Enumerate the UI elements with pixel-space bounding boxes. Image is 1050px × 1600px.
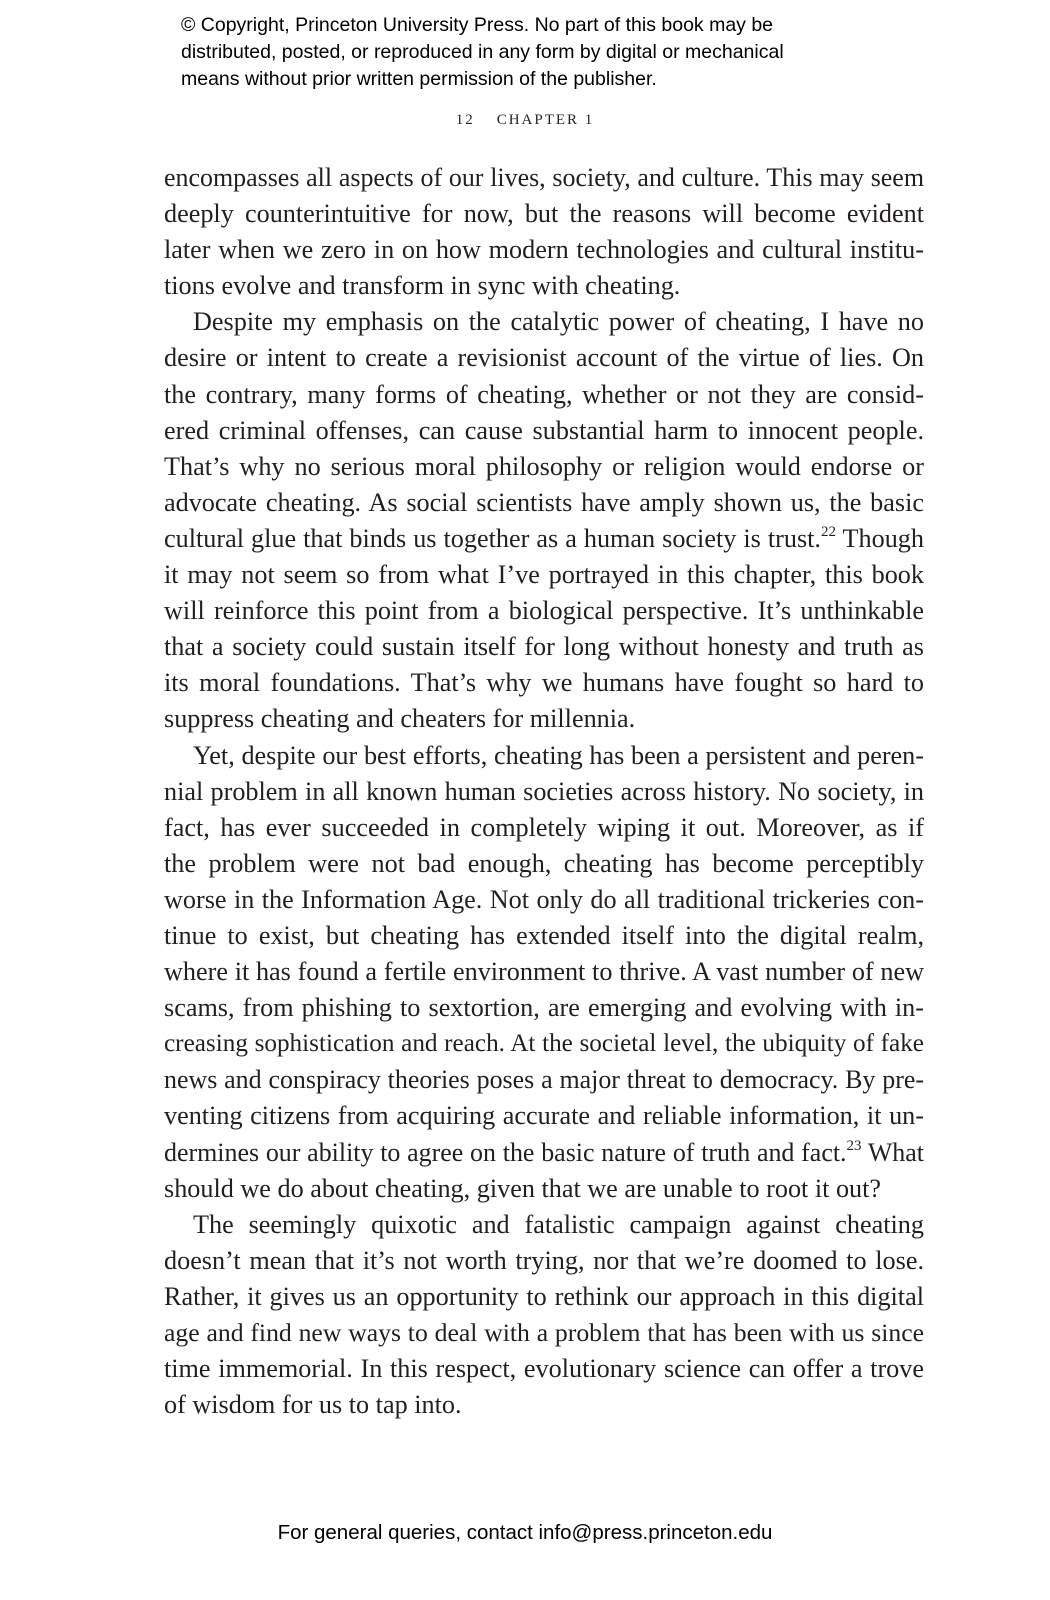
- paragraph: [164, 738, 924, 1207]
- running-head: [0, 112, 1050, 129]
- text-segment: What: [861, 1137, 924, 1167]
- text-segment: dermines our ability to agree on the basic nature of truth and fact.: [164, 1137, 847, 1167]
- copyright-line: distributed, posted, or reproduced in any form by digital or mechanical: [181, 41, 784, 63]
- text-line: That’s why no serious moral philosophy or religion would endorse or: [164, 451, 924, 481]
- copyright-line: means without prior written permission of the publisher.: [181, 68, 657, 90]
- text-line: fact, has ever succeeded in completely wiping it out. Moreover, as if: [164, 812, 924, 842]
- text-line: of wisdom for us to tap into.: [164, 1390, 462, 1420]
- text-line: scams, from phishing to sextortion, are emerging and evolving with in-: [164, 993, 924, 1023]
- text-line: its moral foundations. That’s why we humans have fought so hard to: [164, 668, 924, 698]
- footer-contact: For general queries, contact info@press.princeton.edu: [277, 1521, 773, 1544]
- text-line: age and find new ways to deal with a problem that has been with us since: [164, 1318, 924, 1347]
- text-line: [164, 1135, 924, 1171]
- text-segment: Though: [835, 523, 924, 553]
- copyright-line: © Copyright, Princeton University Press. No part of this book may be: [181, 14, 774, 36]
- text-line: venting citizens from acquiring accurate and reliable information, it un-: [164, 1101, 924, 1131]
- text-line: doesn’t mean that it’s not worth trying, nor that we’re doomed to lose.: [164, 1245, 924, 1275]
- text-line: later when we zero in on how modern technologies and cultural institu-: [164, 235, 924, 265]
- text-line: ered criminal offenses, can cause substantial harm to innocent people.: [164, 415, 924, 445]
- text-line: that a society could sustain itself for long without honesty and truth as: [164, 632, 924, 662]
- text-line: creasing sophistication and reach. At the societal level, the ubiquity of fake: [164, 1030, 924, 1058]
- copyright-notice: [181, 12, 881, 93]
- chapter-label: CHAPTER 1: [496, 112, 595, 128]
- text-line: deeply counterintuitive for now, but the reasons will become evident: [164, 199, 924, 229]
- text-line: will reinforce this point from a biological perspective. It’s unthinkable: [164, 596, 924, 626]
- footnote-ref-23[interactable]: 23: [846, 1137, 862, 1154]
- text-line: Yet, despite our best efforts, cheating has been a persistent and peren-: [193, 740, 924, 770]
- text-line: tions evolve and transform in sync with cheating.: [164, 271, 681, 301]
- text-line: it may not seem so from what I’ve portrayed in this chapter, this book: [164, 560, 924, 590]
- text-line: the problem were not bad enough, cheating has become perceptibly: [164, 848, 924, 878]
- text-line: Rather, it gives us an opportunity to rethink our approach in this digital: [164, 1281, 924, 1311]
- text-line: advocate cheating. As social scientists have amply shown us, the basic: [164, 487, 924, 517]
- text-line: time immemorial. In this respect, evolutionary science can offer a trove: [164, 1354, 924, 1384]
- paragraph: [164, 160, 924, 304]
- text-line: Despite my emphasis on the catalytic power of cheating, I have no: [193, 307, 924, 337]
- text-line: desire or intent to create a revisionist account of the virtue of lies. On: [164, 343, 924, 373]
- footnote-ref-22[interactable]: 22: [820, 523, 836, 540]
- text-line: suppress cheating and cheaters for millennia.: [164, 704, 636, 734]
- text-line: news and conspiracy theories poses a major threat to democracy. By pre-: [164, 1065, 924, 1095]
- text-segment: cultural glue that binds us together as a human society is trust.: [164, 523, 821, 553]
- text-line: worse in the Information Age. Not only do all traditional trickeries con-: [164, 884, 924, 914]
- text-line: where it has found a fertile environment to thrive. A vast number of new: [164, 957, 924, 987]
- text-line: nial problem in all known human societies across history. No society, in: [164, 776, 924, 806]
- body-text: [164, 160, 924, 1423]
- text-line: tinue to exist, but cheating has extended itself into the digital realm,: [164, 920, 924, 950]
- text-line: the contrary, many forms of cheating, whether or not they are consid-: [164, 379, 924, 409]
- text-line: The seemingly quixotic and fatalistic campaign against cheating: [193, 1209, 924, 1239]
- page-number: 12: [455, 112, 475, 128]
- paragraph: [164, 304, 924, 737]
- text-line: should we do about cheating, given that we are unable to root it out?: [164, 1173, 882, 1203]
- text-line: [164, 521, 924, 557]
- text-line: encompasses all aspects of our lives, society, and culture. This may seem: [164, 163, 924, 192]
- paragraph: [164, 1207, 924, 1424]
